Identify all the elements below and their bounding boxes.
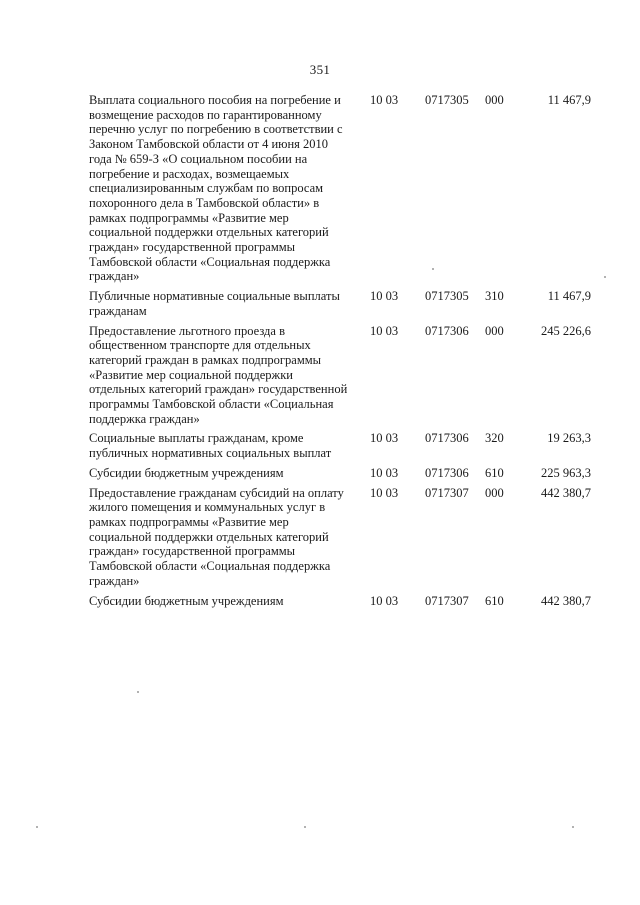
row-section: 10 03 (370, 465, 399, 480)
scan-speck (572, 826, 574, 828)
row-description: Субсидии бюджетным учреждениям (89, 593, 284, 608)
budget-table (89, 93, 599, 613)
scan-speck (137, 691, 139, 693)
row-section: 10 03 (370, 289, 399, 304)
row-amount: 11 467,9 (547, 289, 591, 304)
row-amount: 19 263,3 (547, 431, 591, 446)
row-description: Публичные нормативные социальные выплаты гражданам (89, 289, 340, 318)
row-expense-type: 000 (485, 323, 504, 338)
row-target-code: 0717305 (425, 289, 469, 304)
table-row (89, 324, 599, 427)
row-amount: 225 963,3 (541, 465, 591, 480)
table-row (89, 431, 599, 460)
row-section: 10 03 (370, 93, 399, 107)
row-section: 10 03 (370, 431, 399, 446)
row-section: 10 03 (370, 485, 399, 500)
row-target-code: 0717307 (425, 593, 469, 608)
table-row (89, 289, 599, 318)
row-target-code: 0717306 (425, 431, 469, 446)
row-description: Предоставление гражданам субсидий на оплату жилого помещения и коммунальных услуг в рамках подпрограммы «Развитие мер социальной поддержки отдельных категорий граждан» государственной программы Тамбовской области «Социальная поддержка граждан» (89, 485, 344, 588)
row-section: 10 03 (370, 593, 399, 608)
table-row (89, 486, 599, 589)
table-row (89, 466, 599, 481)
row-description: Выплата социального пособия на погребение и возмещение расходов по гарантированному перечню услуг по погребению в соответствии с Законом Тамбовской области от 4 июня 2010 года № 659-З «О социальном пособии на погребение и расходах, возмещаемых специализированным службам по вопросам похоронного дела в Тамбовской области» в рамках подпрограммы «Развитие мер социальной поддержки отдельных категорий граждан» государственной программы Тамбовской области «Социальная поддержка граждан» (89, 93, 343, 284)
row-description: Социальные выплаты гражданам, кроме публичных нормативных социальных выплат (89, 431, 332, 461)
page-number: 351 (309, 62, 331, 77)
row-section: 10 03 (370, 323, 399, 338)
row-target-code: 0717307 (425, 485, 469, 500)
row-expense-type: 610 (485, 593, 504, 608)
scan-speck (36, 826, 38, 828)
table-row (89, 594, 599, 609)
scan-speck (304, 826, 306, 828)
row-amount: 442 380,7 (541, 485, 591, 500)
row-target-code: 0717306 (425, 323, 469, 338)
row-target-code: 0717306 (425, 465, 469, 480)
row-amount: 245 226,6 (541, 323, 591, 338)
row-expense-type: 000 (485, 485, 504, 500)
row-expense-type: 320 (485, 431, 504, 446)
row-expense-type: 000 (485, 93, 504, 107)
row-expense-type: 610 (485, 465, 504, 480)
table-row (89, 93, 599, 284)
row-description: Субсидии бюджетным учреждениям (89, 465, 284, 480)
row-amount: 442 380,7 (541, 593, 591, 608)
row-amount: 11 467,9 (547, 93, 591, 107)
row-expense-type: 310 (485, 289, 504, 304)
row-description: Предоставление льготного проезда в общественном транспорте для отдельных категорий граждан в рамках подпрограммы «Развитие мер социальной поддержки отдельных категорий граждан» государственной программы Тамбовской области «Социальная поддержка граждан» (89, 323, 348, 426)
row-target-code: 0717305 (425, 93, 469, 107)
scan-speck (604, 276, 606, 278)
scan-speck (432, 268, 434, 270)
